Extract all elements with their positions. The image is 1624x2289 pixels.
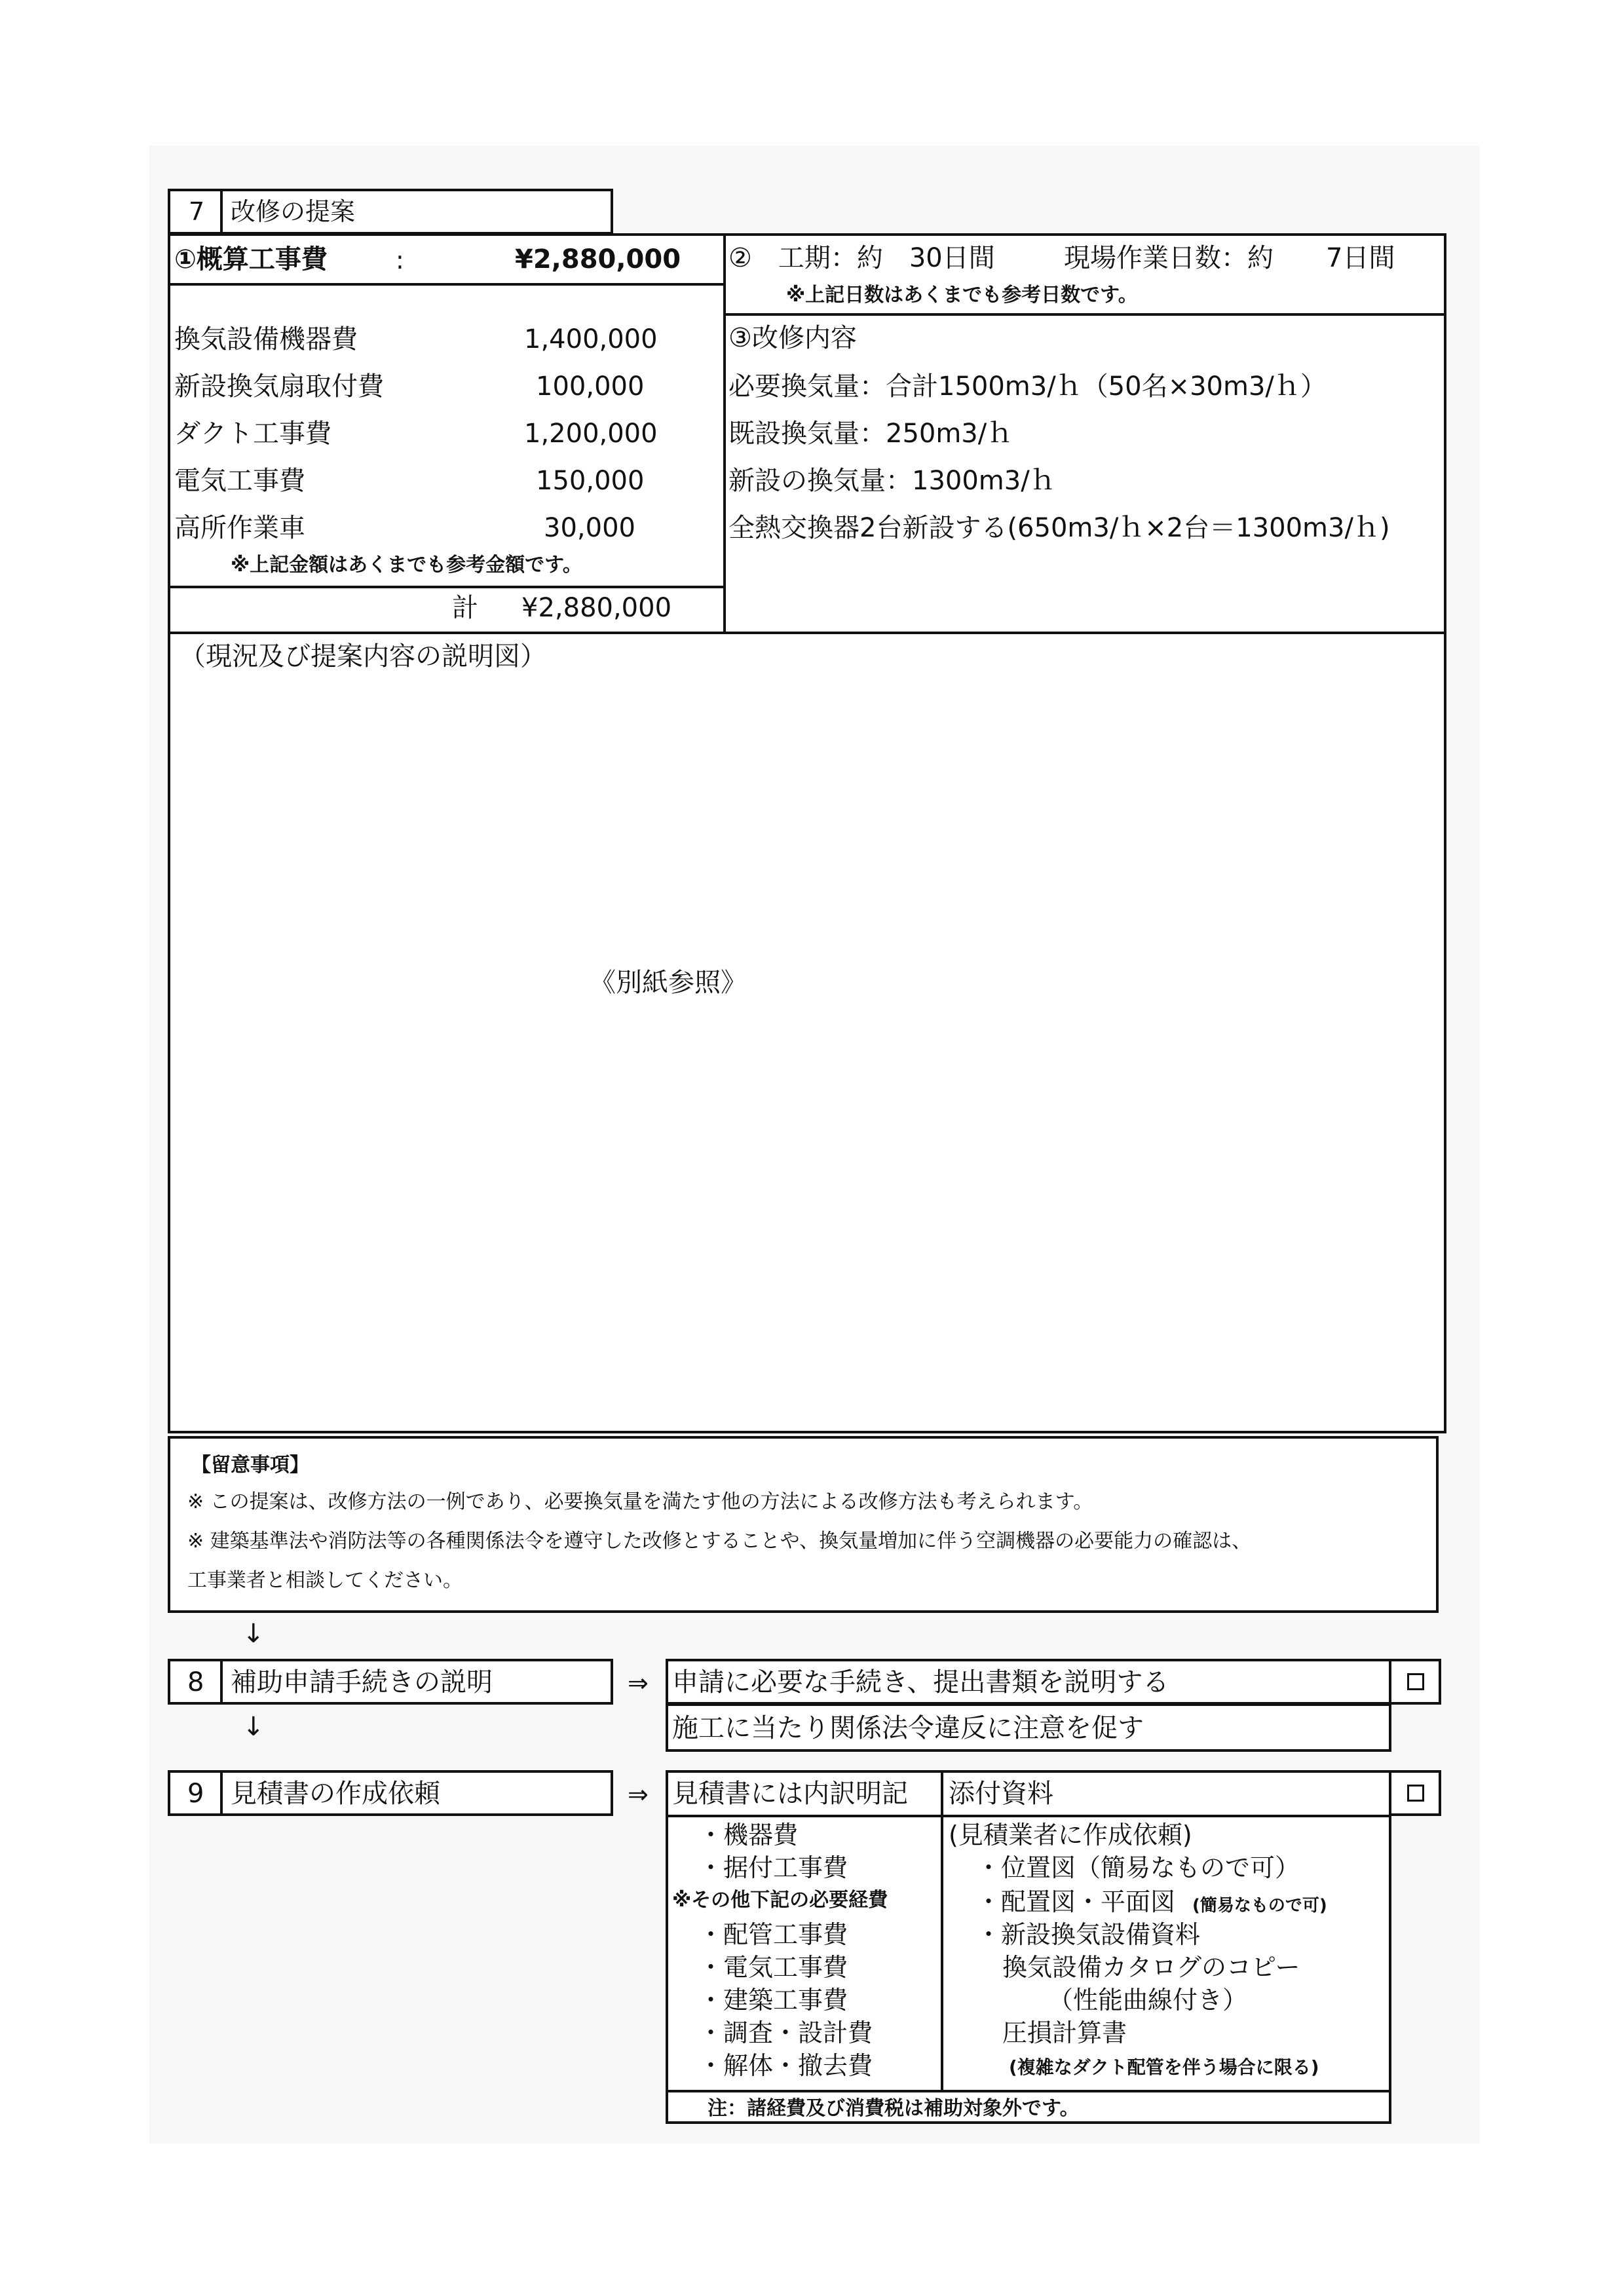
notes-line: ※ この提案は、改修方法の一例であり、必要換気量を満たす他の方法による改修方法も考えられます。 — [187, 1490, 1093, 1513]
content-line: 必要換気量：合計1500m3/ｈ（50名×30m3/ｈ） — [728, 371, 1327, 402]
notes-title: 【留意事項】 — [191, 1454, 309, 1477]
notes-line: ※ 建築基準法や消防法等の各種関係法令を遵守した改修とすることや、換気量増加に伴う空調機器の必要能力の確認は、 — [187, 1530, 1252, 1553]
estimate-item: ・調査・設計費 — [698, 2018, 873, 2047]
section7-title: 改修の提案 — [231, 197, 356, 226]
section8-number: 8 — [187, 1667, 204, 1697]
section8-checkbox[interactable] — [1407, 1673, 1424, 1690]
period-note: ※上記日数はあくまでも参考日数です。 — [786, 284, 1138, 307]
attachment-line: （性能曲線付き） — [1048, 1986, 1248, 2015]
content-line: 全熱交換器2台新設する(650m3/ｈ×2台＝1300m3/ｈ) — [728, 513, 1390, 543]
section9-title: 見積書の作成依頼 — [231, 1779, 440, 1809]
cost-item-name: 高所作業車 — [174, 513, 305, 543]
cost-item-name: 新設換気扇取付費 — [174, 371, 384, 402]
attachment-line: ・配置図・平面図 — [976, 1887, 1176, 1916]
content-line: 新設の換気量：1300m3/ｈ — [728, 466, 1056, 496]
content-title: ③改修内容 — [728, 323, 857, 353]
estimate-item: ・機器費 — [698, 1821, 799, 1849]
cost-colon: : — [396, 246, 404, 274]
notes-line: 工事業者と相談してください。 — [187, 1569, 463, 1592]
section9-number: 9 — [187, 1779, 204, 1809]
arrow-right-icon: ⇒ — [628, 1780, 649, 1809]
arrow-right-icon: ⇒ — [628, 1669, 649, 1697]
cost-sum-label: 計 — [452, 593, 478, 623]
attachment-line: (見積業者に作成依頼) — [949, 1821, 1192, 1849]
arrow-down-icon: ↓ — [242, 1712, 265, 1742]
cost-item-amount: 150,000 — [536, 466, 645, 496]
estimate-item: ・電気工事費 — [698, 1953, 848, 1982]
section9-right-header: 添付資料 — [949, 1779, 1053, 1809]
section9-checkbox[interactable] — [1407, 1785, 1424, 1802]
estimate-item: ・建築工事費 — [698, 1986, 848, 2015]
cost-sum-value: ¥2,880,000 — [521, 593, 672, 623]
content-line: 既設換気量：250m3/ｈ — [728, 419, 1013, 449]
attachment-line: 換気設備カタログのコピー — [1002, 1953, 1300, 1982]
cost-label: ①概算工事費 — [174, 244, 328, 274]
cost-note: ※上記金額はあくまでも参考金額です。 — [231, 554, 582, 577]
section9-footer-note: 注：諸経費及び消費税は補助対象外です。 — [708, 2097, 1080, 2120]
attachment-line: 圧損計算書 — [1002, 2018, 1127, 2047]
estimate-item: ・配管工事費 — [698, 1920, 848, 1949]
estimate-item: ・解体・撤去費 — [698, 2051, 873, 2080]
attachment-line: ・位置図（簡易なもので可） — [976, 1853, 1300, 1882]
diagram-ref: 《別紙参照》 — [590, 968, 747, 998]
cost-item-amount: 1,400,000 — [524, 324, 658, 354]
period-site-days: 現場作業日数：約 7日間 — [1064, 243, 1395, 273]
section9-left-header: 見積書には内訳明記 — [672, 1779, 908, 1809]
attachment-line: ・新設換気設備資料 — [976, 1920, 1201, 1949]
section8-line1: 申請に必要な手続き、提出書類を説明する — [672, 1667, 1169, 1697]
section8-title: 補助申請手続きの説明 — [231, 1667, 493, 1697]
cost-item-name: ダクト工事費 — [174, 419, 331, 449]
arrow-down-icon: ↓ — [242, 1619, 265, 1649]
section7-main-frame — [168, 233, 1446, 1433]
cost-item-amount: 100,000 — [536, 371, 645, 402]
attachment-small-note: (簡易なもので可) — [1192, 1896, 1327, 1916]
cost-total: ¥2,880,000 — [515, 244, 681, 274]
cost-item-amount: 1,200,000 — [524, 419, 658, 449]
estimate-sub-note: ※その他下記の必要経費 — [672, 1889, 888, 1912]
section8-line2: 施工に当たり関係法令違反に注意を促す — [672, 1713, 1144, 1743]
cost-item-name: 換気設備機器費 — [174, 324, 358, 354]
diagram-title: （現況及び提案内容の説明図） — [179, 641, 546, 672]
section7-number: 7 — [189, 197, 205, 226]
period-label: ② 工期：約 30日間 — [728, 243, 995, 273]
cost-item-amount: 30,000 — [544, 513, 635, 543]
cost-item-name: 電気工事費 — [174, 466, 305, 496]
estimate-item: ・据付工事費 — [698, 1853, 848, 1882]
attachment-small-note: (複雑なダクト配管を伴う場合に限る) — [1009, 2056, 1319, 2078]
